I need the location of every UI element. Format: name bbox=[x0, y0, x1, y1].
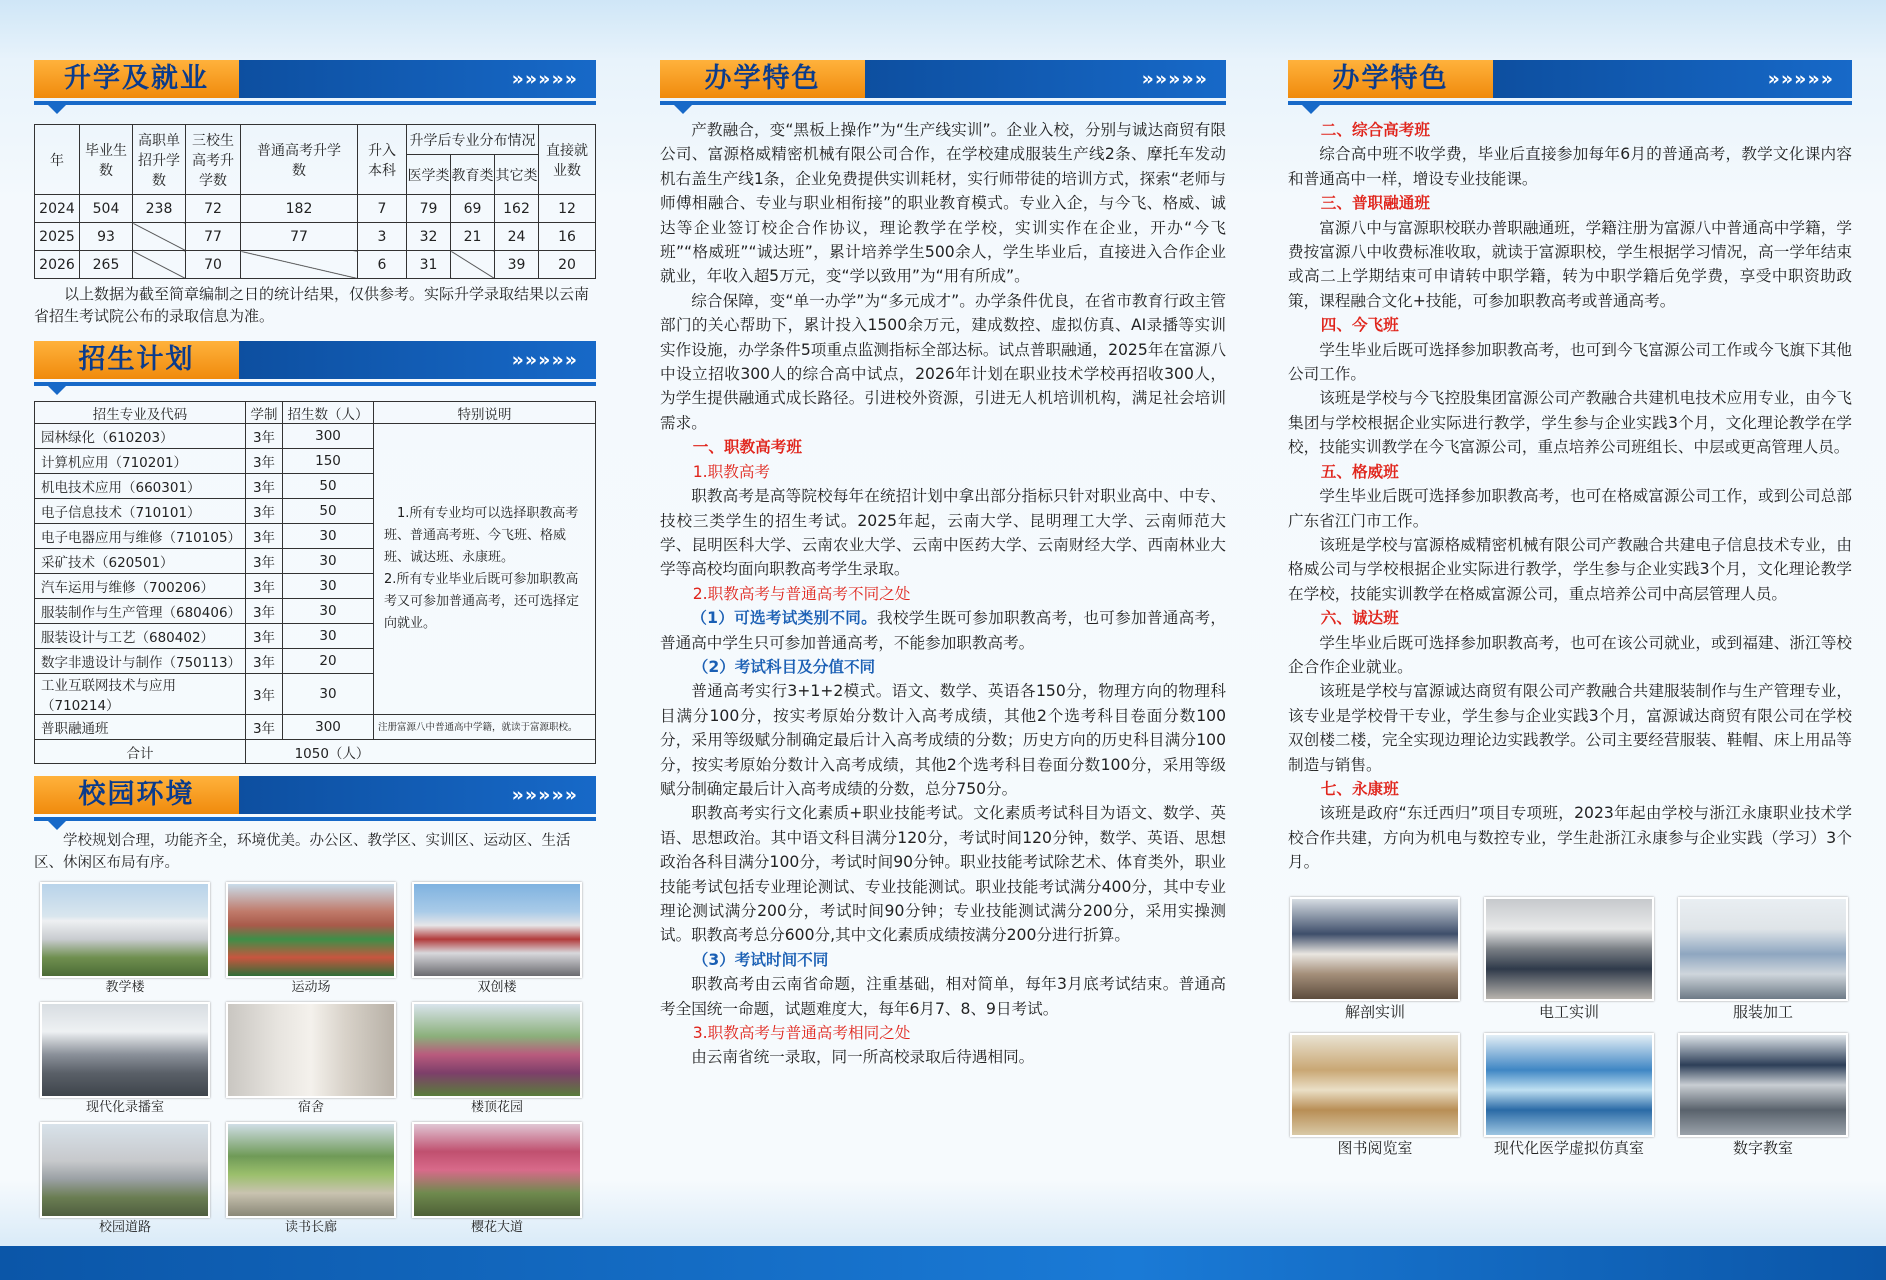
heading: 五、格威班 bbox=[1320, 462, 1399, 481]
heading: 二、综合高考班 bbox=[1320, 121, 1430, 139]
table-row: 园林绿化（610203） 3年 300 1.所有专业均可以选择职教高考班、普通高考班、今飞班、格威班、诚达班、永康班。 2.所有专业毕业后既可参加职教高考又可参加普通高考，还可选择定向就业。 bbox=[35, 424, 596, 449]
banner-campus bbox=[34, 776, 596, 814]
table-row: 汽车运用与维修（700206） 3年 30 bbox=[35, 574, 596, 599]
bottom-strip bbox=[0, 1246, 1886, 1280]
heading: 三、普职融通班 bbox=[1320, 194, 1430, 213]
employment-table: 年 毕业生数 高职单招升学数 三校生高考升学数 普通高考升学数 升入本科 升学后专业分布情况 直接就业数 医学类 教育类 其它类 2024 504 238 72 182 7 79 69 162 12 2025 93 77 77 3 32 21 24 16 2026 265 70 6 31 39 20 bbox=[34, 124, 596, 279]
table-row: 普职融通班 3年 300 注册富源八中普通高中学籍，就读于富源职校。 bbox=[35, 715, 596, 740]
photo-cherry-avenue: 樱花大道 bbox=[412, 1122, 582, 1238]
photo-reading-corridor: 读书长廊 bbox=[226, 1122, 396, 1238]
table-row: 2024 504 238 72 182 7 79 69 162 12 bbox=[35, 195, 596, 223]
campus-text: 学校规划合理，功能齐全，环境优美。办公区、教学区、实训区、运动区、生活区、休闲区布局有序。 bbox=[34, 833, 571, 871]
table-row: 电子信息技术（710101） 3年 50 bbox=[35, 499, 596, 524]
table-row: 工业互联网技术与应用（710214） 3年 30 bbox=[35, 674, 596, 715]
heading: 六、诚达班 bbox=[1320, 609, 1399, 628]
table-row: 计算机应用（710201） 3年 150 bbox=[35, 449, 596, 474]
table-row: 2026 265 70 6 31 39 20 bbox=[35, 251, 596, 279]
heading: 1.职教高考 bbox=[692, 462, 771, 481]
subheading: （2）考试科目及分值不同 bbox=[692, 657, 876, 676]
photo-campus-road: 校园道路 bbox=[40, 1122, 210, 1238]
photo-sports-field: 运动场 bbox=[226, 882, 396, 998]
middle-column: 办学特色 »»»»» 产教融合，变“黑板上操作”为“生产线实训”。企业入校，分别与诚达商贸有限公司、富源格威精密机械有限公司合作，在学校建成服装生产线2条、摩托车发动机右盖生产线1条，企业免费提供实训耗材，实行师带徒的培训方式，探索“老师与师傅相融合、专业与职业相衔接”的职业教育模式。专业入企，与今飞、格威、诚达等企业签订校企合作协议，理论教学在学校，实训实作在企业，开办“今飞班”“格威班”“诚达班”，累计培养学生500余人，学生毕业后，直接进入合作企业就业，年收入超5万元，变“学以致用”为“用有所成”。 综合保障，变“单一办学”为“多元成才”。办学条件优良，在省市教育行政主管部门的关心帮助下，累计投入1500余万元，建成数控、虚拟仿真、AI录播等实训实作设施，办学条件5项重点监测指标全部达标。试点普职融通，2025年在富源八中设立招收300人的综合高中试点，2026年计划在职业技术学校再招收300人，为学生提供融通式成长路径。引进校外资源，引进无人机培训机构，满足社会培训需求。 一、职教高考班 1.职教高考 职教高考是高等院校每年在统招计划中拿出部分指标只针对职业高中、中专、技校三类学生的招生考试。2025年起，云南大学、昆明理工大学、云南师范大学、昆明医科大学、云南农业大学、云南中医药大学、云南财经大学、西南林业大学等高校均面向职教高考学生录取。 2.职教高考与普通高考不同之处 （1）可选考试类别不同。我校学生既可参加职教高考，也可参加普通高考，普通高中学生只可参加普通高考，不能参加职教高考。 （2）考试科目及分值不同 普通高考实行3+1+2模式。语文、数学、英语各150分，物理方向的物理科目满分100分，按实考原始分数计入高考成绩，其他2个选考科目卷面分数100分，采用等级赋分制确定最后计入高考成绩的分数；历史方向的历史科目满分100分，按实考原始分数计入高考成绩，其他2个选考科目卷面分数100分，采用等级赋分制确定最后计入高考成绩的分数，总分750分。 职教高考实行文化素质+职业技能考试。文化素质考试科目为语文、数学、英语、思想政治。其中语文科目满分120分，考试时间120分钟，数学、英语、思想政治各科目满分100分，考试时间90分钟。职业技能考试除艺术、体育类外，职业技能考试包括专业理论测试、专业技能测试。职业技能考试满分400分，其中专业理论测试满分200分，考试时间90分钟；专业技能测试满分200分，采用实操测试。职教高考总分600分,其中文化素质成绩按满分200分进行折算。 （3）考试时间不同 职教高考由云南省命题，注重基础，相对简单，每年3月底考试结束。普通高考全国统一命题，试题难度大，每年6月7、8、9日考试。 3.职教高考与普通高考相同之处 由云南省统一录取，同一所高校录取后待遇相同。 bbox=[660, 60, 1226, 1070]
photo-anatomy-training: 解剖实训 bbox=[1290, 897, 1460, 1023]
banner-enrollment bbox=[34, 341, 596, 379]
section-title: 招生计划 bbox=[34, 341, 239, 379]
section-title: 校园环境 bbox=[34, 776, 239, 814]
photo-dormitory: 宿舍 bbox=[226, 1002, 396, 1118]
table-row: 2025 93 77 77 3 32 21 24 16 bbox=[35, 223, 596, 251]
heading: 3.职教高考与普通高考相同之处 bbox=[692, 1024, 911, 1043]
enrollment-table: 招生专业及代码 学制 招生数（人） 特别说明 园林绿化（610203） 3年 300 1.所有专业均可以选择职教高考班、普通高考班、今飞班、格威班、诚达班、永康班。 2.所有专业毕业后既可参加职教高考又可参加普通高考，还可选择定向就业。 计算机应用（710201） 3年 150 机电技术应用（660301） 3年 50 电子信息技术（710101） 3年 50 电子电器应用与维修（710105） 3年 30 采矿技术（620501） 3年 30 汽车运用与维修（700206） 3年 30 服装制作与生产管理（680406） 3年 30 服装设计与工艺（680402） 3年 30 数字非遗设计与制作（750113） 3年 20 工业互联网技术与应用（710214） 3年 30 普职融通班 3年 300 注册富源八中普通高中学籍，就读于富源职校。 合计 1050（人） bbox=[34, 401, 596, 764]
training-photo-grid bbox=[1288, 897, 1852, 1167]
heading: 一、职教高考班 bbox=[692, 438, 802, 457]
photo-virtual-sim-room: 现代化医学虚拟仿真室 bbox=[1484, 1033, 1654, 1159]
table-row: 服装设计与工艺（680402） 3年 30 bbox=[35, 624, 596, 649]
table-row: 采矿技术（620501） 3年 30 bbox=[35, 549, 596, 574]
right-column: 办学特色 »»»»» 二、综合高考班 综合高中班不收学费，毕业后直接参加每年6月的普通高考，教学文化课内容和普通高中一样，增设专业技能课。 三、普职融通班 富源八中与富源职校联办普职融通班，学籍注册为富源八中普通高中学籍，学费按富源八中收费标准收取，就读于富源职校，学生根据学习情况，高一学年结束或高二上学期结束可申请转中职学籍，转为中职学籍后免学费，享受中职资助政策，课程融合文化+技能，可参加职教高考或普通高考。 四、今飞班 学生毕业后既可选择参加职教高考，也可到今飞富源公司工作或今飞旗下其他公司工作。 该班是学校与今飞控股集团富源公司产教融合共建机电技术应用专业，由今飞集团与学校根据企业实际进行教学，学生参与企业实践3个月，文化理论教学在学校，技能实训教学在今飞富源公司，重点培养公司班组长、中层或更高管理人员。 五、格威班 学生毕业后既可选择参加职教高考，也可在格威富源公司工作，或到公司总部广东省江门市工作。 该班是学校与富源格威精密机械有限公司产教融合共建电子信息技术专业，由格威公司与学校根据企业实际进行教学，学生参与企业实践3个月，文化理论教学在学校，技能实训教学在格威富源公司，重点培养公司中高层管理人员。 六、诚达班 学生毕业后既可选择参加职教高考，也可在该公司就业，或到福建、浙江等校企合作企业就业。 该班是学校与富源诚达商贸有限公司产教融合共建服装制作与生产管理专业，该专业是学校骨干专业，学生参与企业实践3个月，富源诚达商贸有限公司在学校双创楼二楼，完全实现边理论边实践教学。公司主要经营服装、鞋帽、床上用品等制造与销售。 七、永康班 该班是政府“东迁西归”项目专项班，2023年起由学校与浙江永康职业技术学校合作共建，方向为机电与数控专业，学生赴浙江永康参与企业实践（学习）3个月。 解剖实训 电工实训 服装加工 图书阅览室 现代化医学虚拟仿真室 数字教室 bbox=[1288, 60, 1852, 1167]
left-column bbox=[34, 60, 596, 1242]
special-note: 1.所有专业均可以选择职教高考班、普通高考班、今飞班、格威班、诚达班、永康班。 2.所有专业毕业后既可参加职教高考又可参加普通高考，还可选择定向就业。 bbox=[374, 424, 596, 715]
photo-innovation-building: 双创楼 bbox=[412, 882, 582, 998]
table-row: 电子电器应用与维修（710105） 3年 30 bbox=[35, 524, 596, 549]
heading: 七、永康班 bbox=[1320, 779, 1399, 798]
chevrons-icon: »»»»» bbox=[511, 349, 578, 371]
table-row: 服装制作与生产管理（680406） 3年 30 bbox=[35, 599, 596, 624]
photo-digital-classroom: 数字教室 bbox=[1678, 1033, 1848, 1159]
employment-note: 以上数据为截至简章编制之日的统计结果，仅供参考。实际升学录取结果以云南省招生考试院公布的录取信息为准。 bbox=[34, 285, 590, 325]
table-row: 机电技术应用（660301） 3年 50 bbox=[35, 474, 596, 499]
heading: 四、今飞班 bbox=[1320, 316, 1399, 335]
banner-features bbox=[660, 60, 1226, 98]
heading: 2.职教高考与普通高考不同之处 bbox=[692, 584, 911, 603]
table-row: 数字非遗设计与制作（750113） 3年 20 bbox=[35, 649, 596, 674]
photo-roof-garden: 楼顶花园 bbox=[412, 1002, 582, 1118]
photo-electrical-training: 电工实训 bbox=[1484, 897, 1654, 1023]
table-total-row: 合计 1050（人） bbox=[35, 740, 596, 764]
banner-features-2 bbox=[1288, 60, 1852, 98]
photo-reading-room: 图书阅览室 bbox=[1290, 1033, 1460, 1159]
campus-photo-grid bbox=[34, 882, 596, 1242]
photo-garment-processing: 服装加工 bbox=[1678, 897, 1848, 1023]
section-title: 升学及就业 bbox=[34, 60, 239, 98]
chevrons-icon: »»»»» bbox=[511, 784, 578, 806]
banner-employment bbox=[34, 60, 596, 98]
chevrons-icon: »»»»» bbox=[1767, 68, 1834, 90]
section-title: 办学特色 bbox=[660, 60, 865, 98]
chevrons-icon: »»»»» bbox=[511, 68, 578, 90]
photo-recording-room: 现代化录播室 bbox=[40, 1002, 210, 1118]
subheading: （3）考试时间不同 bbox=[692, 950, 829, 969]
section-title: 办学特色 bbox=[1288, 60, 1493, 98]
photo-teaching-building: 教学楼 bbox=[40, 882, 210, 998]
chevrons-icon: »»»»» bbox=[1141, 68, 1208, 90]
